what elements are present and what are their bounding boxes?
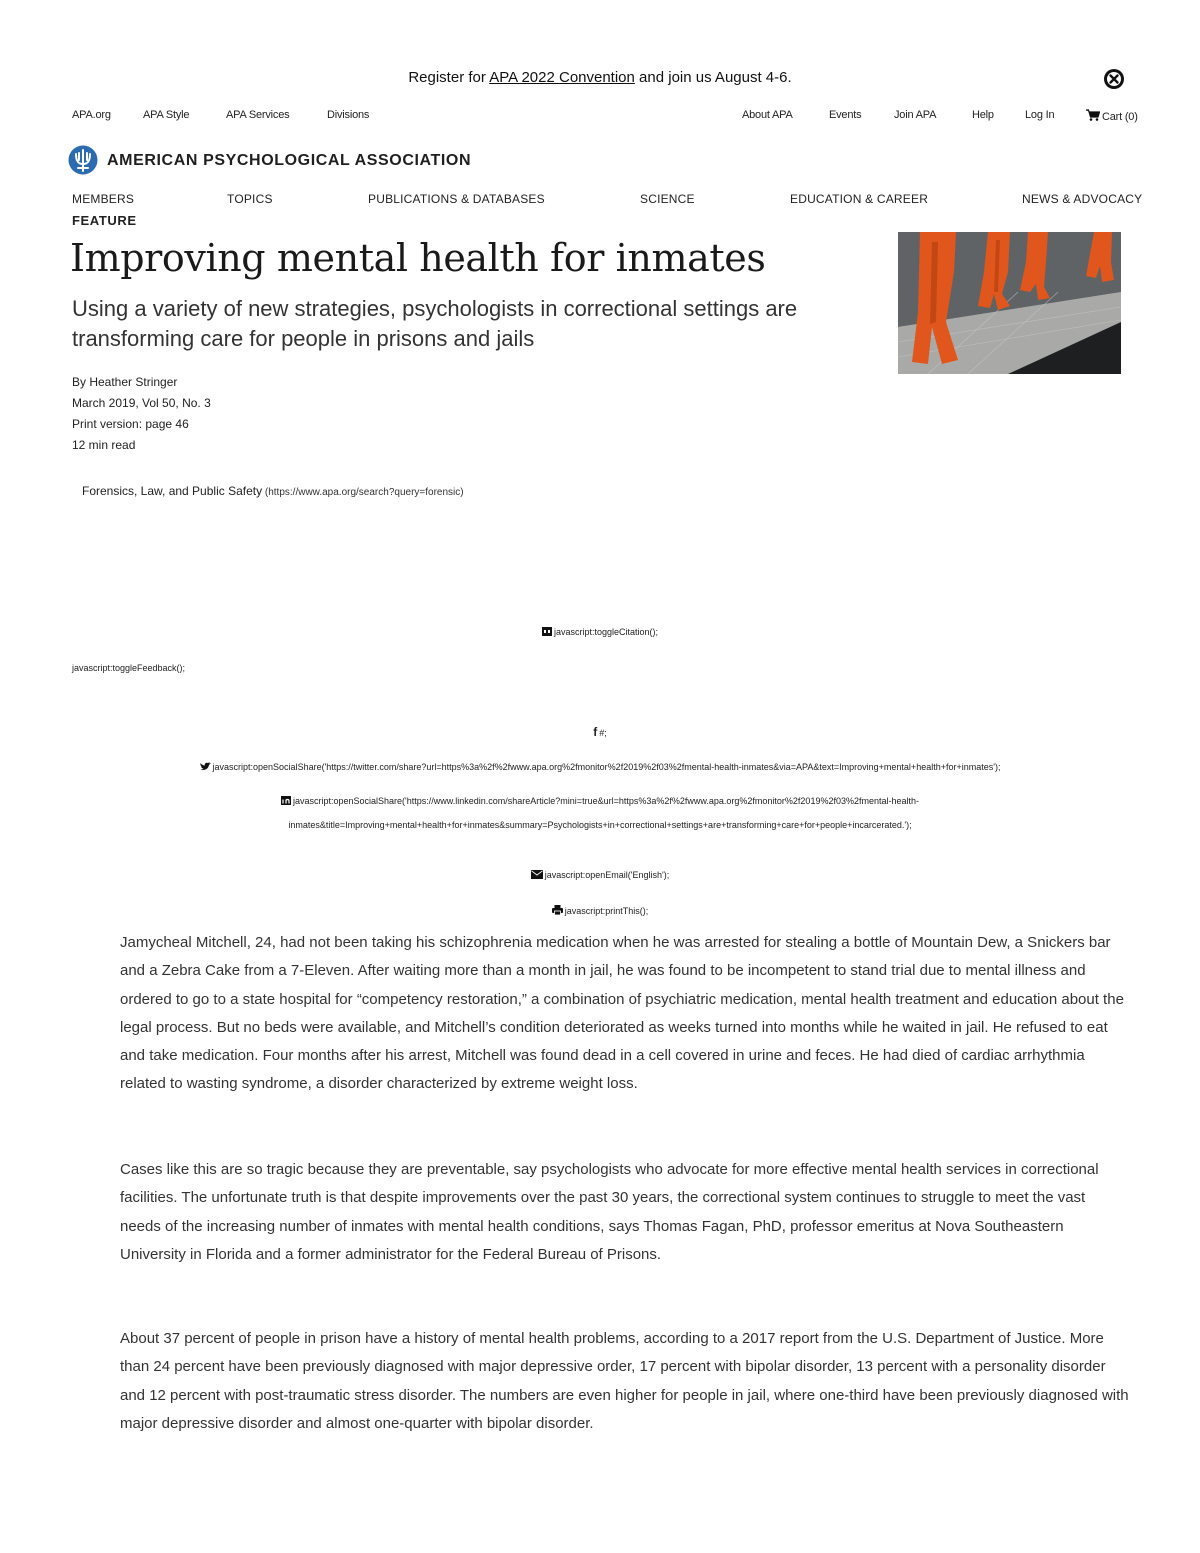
util-link-apa-org[interactable]: APA.org — [72, 109, 111, 121]
linkedin-share-cont[interactable] — [0, 820, 1200, 830]
print-icon — [552, 905, 563, 915]
twitter-share-text: javascript:openSocialShare('https://twitter.com/share?url=https%3a%2f%2fwww.apa.org%2fmonitor%2f2019%2f03%2fmental-health-inmates&via=APA&text=Improving+mental+health+for+inmates'); — [212, 762, 1001, 772]
print-version: Print version: page 46 — [72, 417, 189, 431]
apa-logo-text[interactable]: AMERICAN PSYCHOLOGICAL ASSOCIATION — [107, 152, 472, 169]
facebook-icon: f — [593, 725, 598, 739]
article-title: Improving mental health for inmates — [70, 236, 766, 280]
close-banner-icon[interactable] — [1103, 68, 1125, 90]
topic-tag[interactable] — [82, 484, 464, 498]
body-paragraph-3: About 37 percent of people in prison have a history of mental health problems, according to a 2017 report from the U.S. Department of Justice. More than 24 percent have been previously diagnosed with major depressive order, 17 percent with bipolar disorder, 13 percent with a personality disorder and 12 percent with post-traumatic stress disorder. The numbers are even higher for people in jail, where one-third have been previously diagnosed with major depressive disorder and almost one-quarter with bipolar disorder. — [120, 1330, 1129, 1432]
email-share-text: javascript:openEmail('English'); — [544, 870, 670, 880]
nav-news-advocacy[interactable]: NEWS & ADVOCACY — [1022, 192, 1143, 206]
linkedin-icon — [281, 796, 291, 805]
facebook-share-text: #; — [599, 728, 607, 738]
nav-members[interactable]: MEMBERS — [72, 192, 135, 206]
feedback-action[interactable] — [72, 663, 185, 673]
cart-link[interactable] — [1086, 109, 1138, 123]
util-link-help[interactable]: Help — [972, 109, 994, 121]
util-link-about[interactable]: About APA — [742, 109, 793, 121]
banner-prefix: Register for — [408, 69, 490, 86]
email-share[interactable] — [0, 870, 1200, 880]
byline: By Heather Stringer — [72, 375, 178, 389]
quote-icon — [542, 627, 552, 636]
hero-image — [898, 232, 1121, 374]
twitter-icon — [200, 762, 211, 771]
convention-link[interactable]: APA 2022 Convention — [489, 69, 635, 86]
banner-suffix: and join us August 4-6. — [634, 69, 792, 86]
linkedin-share-text-2: inmates&title=Improving+mental+health+for+inmates&summary=Psychologists+in+correctional+settings+are+transforming+care+for+people+incarcerated.'); — [288, 820, 912, 830]
nav-topics[interactable]: TOPICS — [227, 192, 273, 206]
linkedin-share-text-1: javascript:openSocialShare('https://www.linkedin.com/shareArticle?mini=true&url=https%3a%2f%2fwww.apa.org%2fmonitor%2f2019%2f03%2fmental-health- — [292, 796, 920, 806]
util-link-divisions[interactable]: Divisions — [327, 109, 370, 121]
topic-label: Forensics, Law, and Public Safety — [82, 484, 263, 498]
util-link-login[interactable]: Log In — [1025, 109, 1055, 121]
read-time: 12 min read — [72, 438, 136, 452]
convention-banner — [0, 69, 1200, 86]
issue-info: March 2019, Vol 50, No. 3 — [72, 396, 211, 410]
linkedin-share[interactable] — [0, 796, 1200, 806]
article-subtitle: Using a variety of new strategies, psychologists in correctional settings are transforming care for people in prisons and jails — [72, 296, 798, 351]
facebook-share[interactable] — [0, 725, 1200, 739]
cart-icon — [1086, 109, 1100, 121]
inmates-walking-image — [898, 232, 1121, 374]
body-paragraph-2: Cases like this are so tragic because they are preventable, say psychologists who advocate for more effective mental health services in correctional facilities. The unfortunate truth is that despite improvements over the past 30 years, the correctional system continues to struggle to meet the vast needs of the increasing number of inmates with mental health conditions, says Thomas Fagan, PhD, professor emeritus at Nova Southeastern University in Florida and a former administrator for the Federal Bureau of Prisons. — [120, 1161, 1099, 1263]
util-link-join[interactable]: Join APA — [894, 109, 937, 121]
print-action-text: javascript:printThis(); — [564, 906, 649, 916]
feedback-action-text: javascript:toggleFeedback(); — [72, 663, 186, 673]
util-link-apa-style[interactable]: APA Style — [143, 109, 190, 121]
print-action[interactable] — [0, 905, 1200, 916]
nav-publications[interactable]: PUBLICATIONS & DATABASES — [368, 192, 545, 206]
email-icon — [531, 870, 543, 879]
twitter-share[interactable] — [0, 762, 1200, 772]
apa-logo-icon[interactable] — [68, 145, 98, 175]
article-type-label: FEATURE — [72, 213, 137, 228]
util-link-events[interactable]: Events — [829, 109, 862, 121]
topic-url: (https://www.apa.org/search?query=forensic) — [262, 487, 464, 498]
nav-science[interactable]: SCIENCE — [640, 192, 695, 206]
util-link-apa-services[interactable]: APA Services — [226, 109, 290, 121]
body-paragraph-1: Jamycheal Mitchell, 24, had not been taking his schizophrenia medication when he was arrested for stealing a bottle of Mountain Dew, a Snickers bar and a Zebra Cake from a 7-Eleven. After waiting more than a month in jail, he was found to be incompetent to stand trial due to mental illness and ordered to go to a state hospital for “competency restoration,” a combination of psychiatric medication, mental health treatment and education about the legal process. But no beds were available, and Mitchell’s condition deteriorated as weeks turned into months while he waited in jail. He refused to eat and take medication. Four months after his arrest, Mitchell was found dead in a cell covered in urine and feces. He had died of cardiac arrhythmia related to wasting syndrome, a disorder characterized by extreme weight loss. — [120, 934, 1124, 1093]
cart-label: Cart (0) — [1102, 111, 1138, 123]
cite-action-text: javascript:toggleCitation(); — [553, 627, 659, 637]
cite-action[interactable] — [0, 627, 1200, 637]
nav-education-career[interactable]: EDUCATION & CAREER — [790, 192, 929, 206]
